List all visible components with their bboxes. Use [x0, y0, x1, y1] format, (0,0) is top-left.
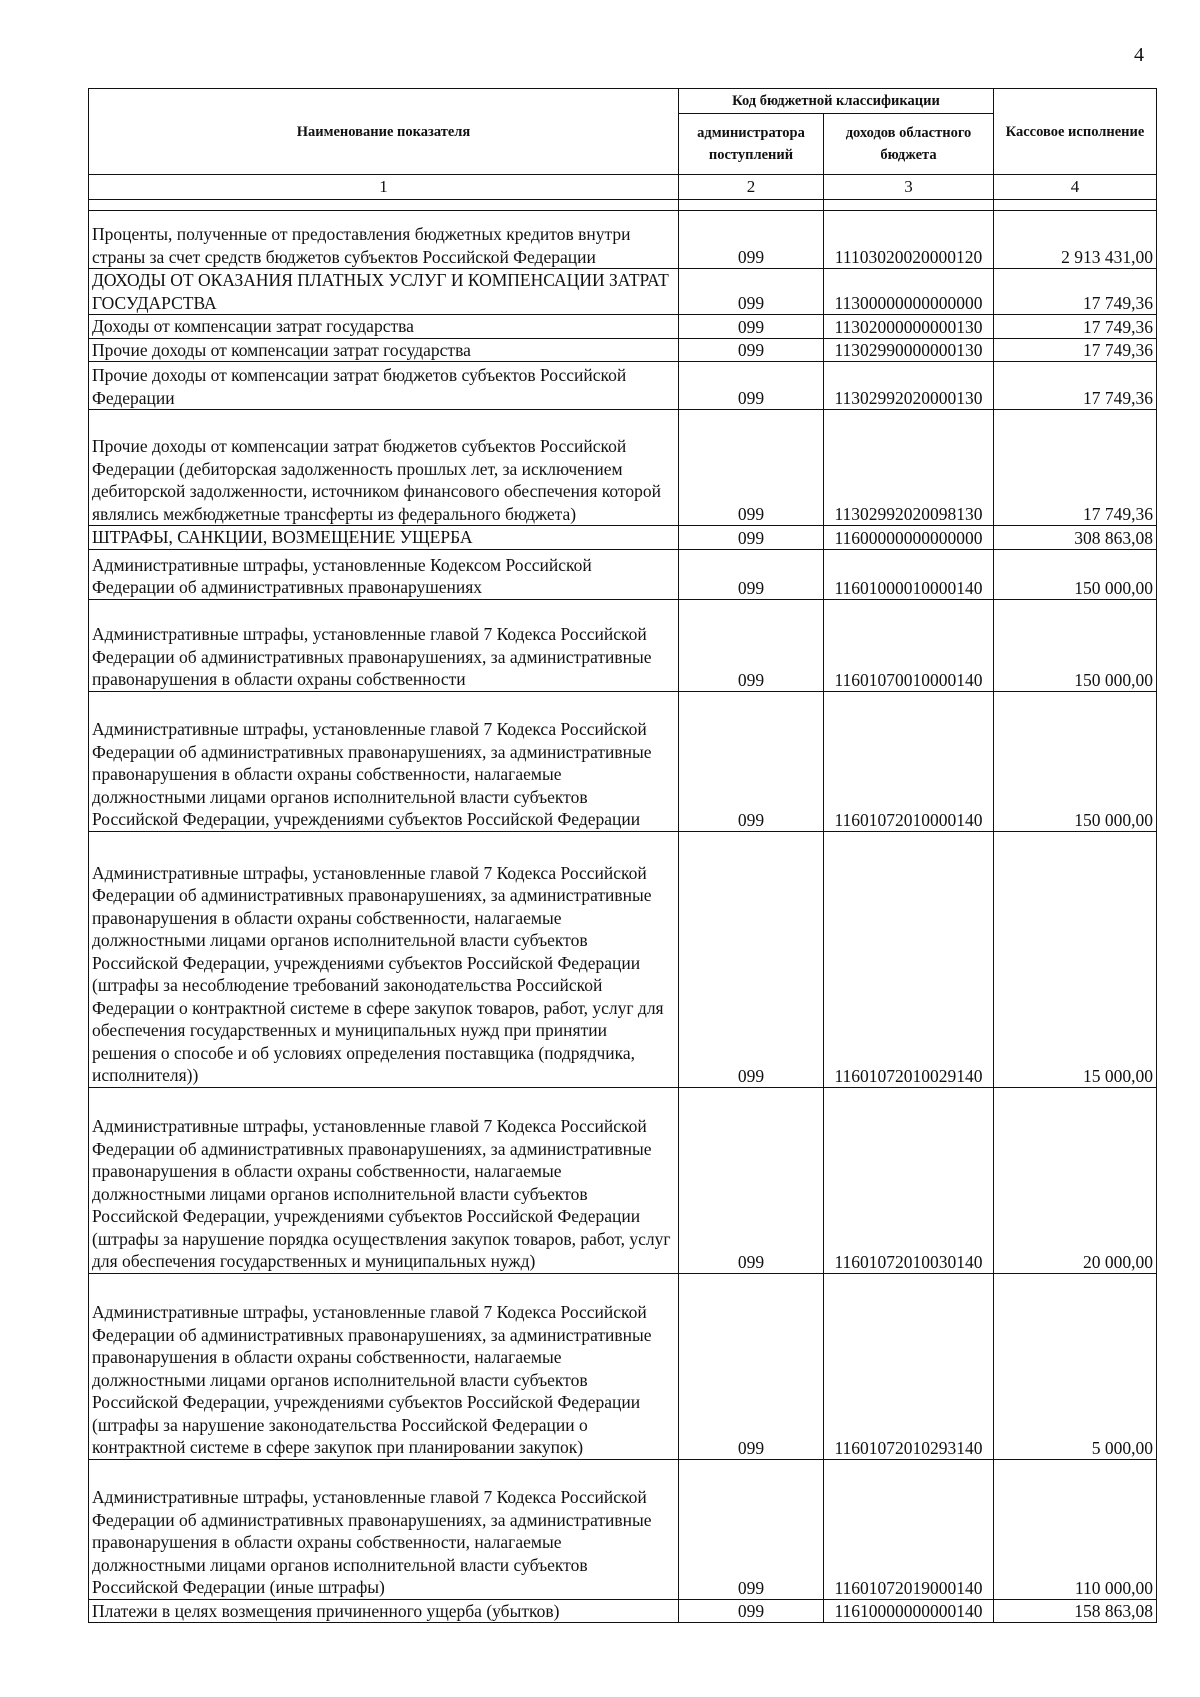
column-number: 3: [824, 175, 994, 200]
row-amount: 5 000,00: [994, 1273, 1157, 1459]
row-admin-code: 099: [679, 831, 824, 1087]
row-amount: 2 913 431,00: [994, 211, 1157, 269]
row-budget-code: 11601072010293140: [824, 1273, 994, 1459]
row-amount: 110 000,00: [994, 1459, 1157, 1599]
row-name: Проценты, полученные от предоставления бюджетных кредитов внутри страны за счет средств бюджетов субъектов Российской Федерации: [89, 211, 679, 269]
table-row: [89, 549, 1157, 599]
row-admin-code: 099: [679, 315, 824, 339]
row-budget-code: 11300000000000000: [824, 269, 994, 315]
column-number: 2: [679, 175, 824, 200]
row-admin-code: 099: [679, 1273, 824, 1459]
row-budget-code: 11600000000000000: [824, 526, 994, 550]
column-number-row: [89, 175, 1157, 200]
row-name: Административные штрафы, установленные Кодексом Российской Федерации об административных правонарушениях: [89, 549, 679, 599]
header-budget-code-group: Код бюджетной классификации: [679, 89, 994, 114]
table-row: [89, 1459, 1157, 1599]
row-admin-code: 099: [679, 1459, 824, 1599]
table-row: [89, 269, 1157, 315]
row-admin-code: 099: [679, 1087, 824, 1273]
table-row: [89, 831, 1157, 1087]
row-budget-code: 11302992020000130: [824, 362, 994, 410]
row-name: Административные штрафы, установленные главой 7 Кодекса Российской Федерации об административных правонарушениях, за административные правонарушения в области охраны собственности, налагаемые должностными лицами органов исполнительной власти субъектов Российской Федерации, учреждениями субъектов Российской Федерации (штрафы за нарушение законодательства Российской Федерации о контрактной системе в сфере закупок при планировании закупок): [89, 1273, 679, 1459]
row-name: Административные штрафы, установленные главой 7 Кодекса Российской Федерации об административных правонарушениях, за административные правонарушения в области охраны собственности, налагаемые должностными лицами органов исполнительной власти субъектов Российской Федерации, учреждениями субъектов Российской Федерации (штрафы за нарушение порядка осуществления закупок товаров, работ, услуг для обеспечения государственных и муниципальных нужд): [89, 1087, 679, 1273]
row-admin-code: 099: [679, 691, 824, 831]
table-row: [89, 691, 1157, 831]
row-budget-code: 11302992020098130: [824, 410, 994, 526]
row-name: Платежи в целях возмещения причиненного ущерба (убытков): [89, 1599, 679, 1623]
row-name: Административные штрафы, установленные главой 7 Кодекса Российской Федерации об административных правонарушениях, за административные правонарушения в области охраны собственности, налагаемые должностными лицами органов исполнительной власти субъектов Российской Федерации, учреждениями субъектов Российской Федерации (штрафы за несоблюдение требований законодательства Российской Федерации о контрактной системе в сфере закупок товаров, работ, услуг для обеспечения государственных и муниципальных нужд при принятии решения о способе и об условиях определения поставщика (подрядчика, исполнителя)): [89, 831, 679, 1087]
header-code: доходов областного бюджета: [824, 114, 994, 175]
row-amount: 17 749,36: [994, 338, 1157, 362]
row-name: Прочие доходы от компенсации затрат бюджетов субъектов Российской Федерации: [89, 362, 679, 410]
table-row: [89, 1599, 1157, 1623]
row-name: Прочие доходы от компенсации затрат бюджетов субъектов Российской Федерации (дебиторская задолженность прошлых лет, за исключением дебиторской задолженности, источником финансового обеспечения которой являлись межбюджетные трансферты из федерального бюджета): [89, 410, 679, 526]
row-budget-code: 11302990000000130: [824, 338, 994, 362]
row-amount: 17 749,36: [994, 362, 1157, 410]
header-name: Наименование показателя: [89, 89, 679, 175]
row-amount: 150 000,00: [994, 549, 1157, 599]
row-admin-code: 099: [679, 211, 824, 269]
row-name: Прочие доходы от компенсации затрат государства: [89, 338, 679, 362]
row-budget-code: 11601072010029140: [824, 831, 994, 1087]
row-amount: 150 000,00: [994, 691, 1157, 831]
row-amount: 308 863,08: [994, 526, 1157, 550]
row-amount: 17 749,36: [994, 269, 1157, 315]
row-admin-code: 099: [679, 338, 824, 362]
row-budget-code: 11601072010030140: [824, 1087, 994, 1273]
row-name: Административные штрафы, установленные главой 7 Кодекса Российской Федерации об административных правонарушениях, за административные правонарушения в области охраны собственности, налагаемые должностными лицами органов исполнительной власти субъектов Российской Федерации, учреждениями субъектов Российской Федерации: [89, 691, 679, 831]
row-admin-code: 099: [679, 599, 824, 691]
row-admin-code: 099: [679, 526, 824, 550]
table-row: [89, 362, 1157, 410]
row-admin-code: 099: [679, 549, 824, 599]
table-row: [89, 1273, 1157, 1459]
row-admin-code: 099: [679, 362, 824, 410]
table-row: [89, 599, 1157, 691]
header-admin: администратора поступлений: [679, 114, 824, 175]
row-amount: 17 749,36: [994, 315, 1157, 339]
row-budget-code: 11103020020000120: [824, 211, 994, 269]
row-amount: 150 000,00: [994, 599, 1157, 691]
row-budget-code: 11601072019000140: [824, 1459, 994, 1599]
table-row: [89, 338, 1157, 362]
row-name: ШТРАФЫ, САНКЦИИ, ВОЗМЕЩЕНИЕ УЩЕРБА: [89, 526, 679, 550]
table-row: [89, 526, 1157, 550]
row-admin-code: 099: [679, 1599, 824, 1623]
table-row: [89, 211, 1157, 269]
page-number: 4: [1134, 44, 1144, 66]
table-row: [89, 1087, 1157, 1273]
column-number: 4: [994, 175, 1157, 200]
row-admin-code: 099: [679, 410, 824, 526]
row-admin-code: 099: [679, 269, 824, 315]
row-budget-code: 11302000000000130: [824, 315, 994, 339]
row-budget-code: 11610000000000140: [824, 1599, 994, 1623]
row-amount: 17 749,36: [994, 410, 1157, 526]
row-name: ДОХОДЫ ОТ ОКАЗАНИЯ ПЛАТНЫХ УСЛУГ И КОМПЕНСАЦИИ ЗАТРАТ ГОСУДАРСТВА: [89, 269, 679, 315]
row-name: Административные штрафы, установленные главой 7 Кодекса Российской Федерации об административных правонарушениях, за административные правонарушения в области охраны собственности, налагаемые должностными лицами органов исполнительной власти субъектов Российской Федерации (иные штрафы): [89, 1459, 679, 1599]
budget-report-table: [88, 88, 1157, 1623]
row-budget-code: 11601000010000140: [824, 549, 994, 599]
row-amount: 158 863,08: [994, 1599, 1157, 1623]
row-amount: 15 000,00: [994, 831, 1157, 1087]
row-name: Доходы от компенсации затрат государства: [89, 315, 679, 339]
column-number: 1: [89, 175, 679, 200]
row-name: Административные штрафы, установленные главой 7 Кодекса Российской Федерации об административных правонарушениях, за административные правонарушения в области охраны собственности: [89, 599, 679, 691]
row-budget-code: 11601072010000140: [824, 691, 994, 831]
row-budget-code: 11601070010000140: [824, 599, 994, 691]
row-amount: 20 000,00: [994, 1087, 1157, 1273]
table-row: [89, 315, 1157, 339]
header-amount: Кассовое исполнение: [994, 89, 1157, 175]
table-row: [89, 410, 1157, 526]
